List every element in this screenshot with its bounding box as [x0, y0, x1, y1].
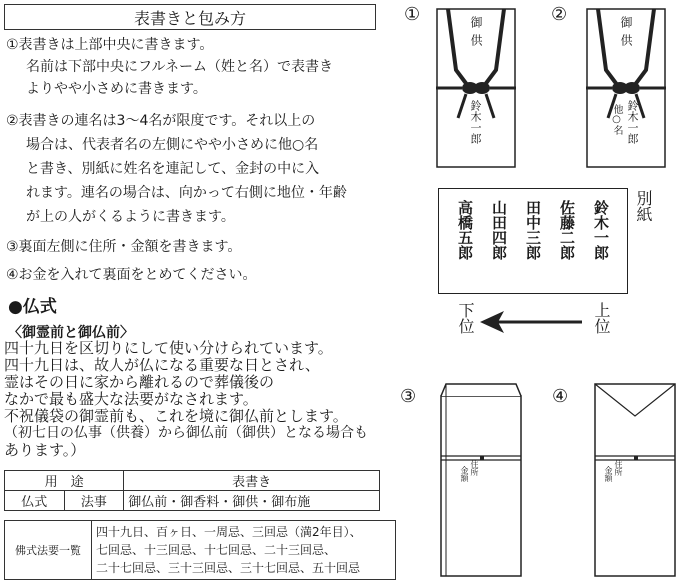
instruction-line-4: ②表書きの連名は3〜4名が限度です。それ以上の — [6, 113, 316, 129]
section-heading — [8, 292, 57, 317]
body-line-7: あります。） — [4, 441, 86, 459]
bessi-name-5: 高橋五郎 — [456, 200, 474, 260]
cell-houji: 法事 — [64, 491, 124, 511]
figure-1-number: ① — [404, 4, 421, 25]
instruction-line-5: 場合は、代表者名の左側にやや小さめに他○名 — [26, 137, 319, 153]
body-line-6: （初七日の仏事（供養）から御仏前（御供）となる場合も — [4, 425, 368, 441]
body-line-3: 霊はその日に家から離れるので葬儀後の — [4, 373, 275, 391]
figure-2-number: ② — [551, 4, 568, 25]
cell-memorial-label: 佛式法要一覧 — [5, 521, 92, 580]
header-omotegaki: 表書き — [124, 471, 380, 491]
memorial-table — [4, 520, 396, 580]
instruction-line-1: ①表書きは上部中央に書きます。 — [6, 37, 214, 53]
instruction-line-3: よりやや小さめに書きます。 — [26, 81, 207, 97]
arrow-left-icon — [478, 308, 584, 336]
bessi-name-3: 田中三郎 — [524, 200, 542, 260]
usage-table — [4, 470, 380, 511]
instruction-line-9: ③裏面左側に住所・金額を書きます。 — [6, 239, 242, 255]
instruction-line-6: と書き、別紙に姓名を連記して、金封の中に入 — [26, 161, 320, 177]
instruction-line-8: が上の人がくるように書きます。 — [26, 209, 235, 225]
figure-2-others: 他○名 — [611, 104, 622, 135]
body-line-2: 四十九日は、故人が仏になる重要な日とされ、 — [4, 356, 320, 374]
figure-2-name: 鈴木一郎 — [626, 100, 639, 144]
memorial-line-1: 四十九日、百ヶ日、一周忌、三回忌（満2年目）、 — [96, 525, 362, 539]
memorial-line-2: 七回忌、十三回忌、十七回忌、二十三回忌、 — [96, 543, 337, 557]
figure-3-number: ③ — [400, 386, 417, 407]
label-lower: 下位 — [456, 302, 475, 334]
figure-2-top-text: 御供 — [619, 16, 633, 52]
body-line-5: 不祝儀袋の御霊前も、これを境に御仏前とします。 — [4, 407, 348, 425]
figure-4-amount: 金額 — [604, 466, 613, 482]
header-usage: 用 途 — [5, 471, 124, 491]
body-line-1: 四十九日を区切りにして使い分けられています。 — [4, 339, 333, 357]
section-subheading: 〈御霊前と御仏前〉 — [8, 325, 134, 341]
cell-memorial-list — [92, 521, 396, 580]
cell-omotegaki: 御仏前・御香料・御供・御布施 — [124, 491, 380, 511]
bullet-icon: ● — [8, 297, 23, 317]
instruction-line-2: 名前は下部中央にフルネーム（姓と名）で表書き — [26, 59, 334, 75]
bessi-name-1: 鈴木一郎 — [592, 200, 610, 260]
figure-3-amount: 金額 — [460, 466, 469, 482]
figure-1-name: 鈴木一郎 — [469, 100, 482, 144]
figure-4-address: 住所 — [614, 460, 623, 476]
bessi-name-2: 佐藤二郎 — [558, 200, 576, 260]
figure-4-number: ④ — [552, 386, 569, 407]
bessi-label: 別紙 — [634, 190, 653, 222]
instruction-line-7: れます。連名の場合は、向かって右側に地位・年齢 — [26, 185, 347, 201]
cell-butsushiki: 仏式 — [5, 491, 65, 511]
figure-3-envelope-back — [440, 382, 522, 578]
page-title-text: 表書きと包み方 — [133, 8, 246, 28]
bessi-name-4: 山田四郎 — [490, 200, 508, 260]
label-upper: 上位 — [592, 302, 611, 334]
figure-1-top-text: 御供 — [469, 16, 483, 52]
memorial-line-3: 二十七回忌、三十三回忌、三十七回忌、五十回忌 — [96, 561, 361, 575]
section-heading-text: 仏式 — [22, 297, 57, 317]
figure-3-address: 住所 — [470, 460, 479, 476]
instruction-line-10: ④お金を入れて裏面をとめてください。 — [6, 267, 257, 283]
page-title — [4, 4, 376, 30]
body-line-4: なかで最も盛大な法要がなされます。 — [4, 390, 258, 408]
